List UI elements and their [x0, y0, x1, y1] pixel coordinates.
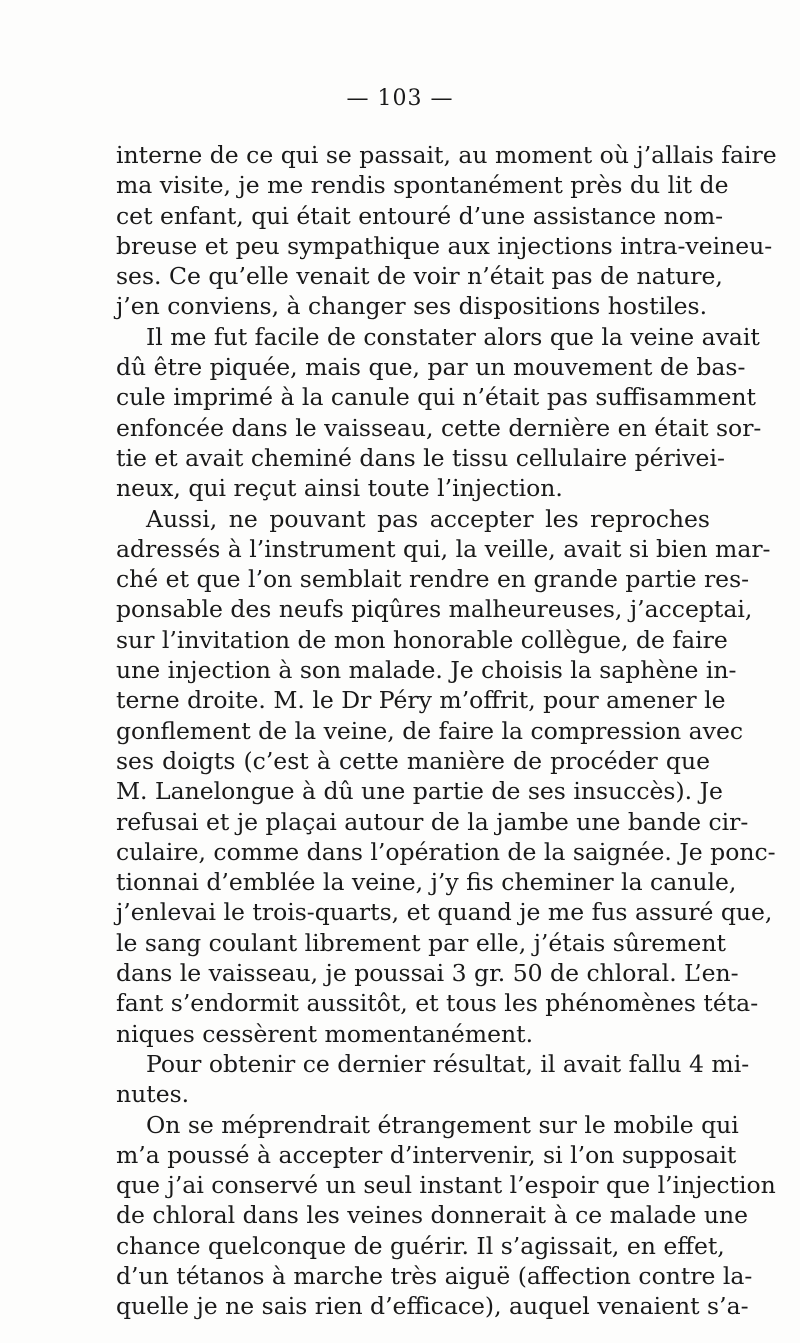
- text-line: dans le vaisseau, je poussai 3 gr. 50 de chloral. L’en-: [116, 959, 739, 988]
- text-line: j’enlevai le trois-quarts, et quand je me fus assuré que,: [116, 898, 773, 927]
- text-line: M. Lanelongue à dû une partie de ses insuccès). Je: [116, 777, 723, 806]
- text-line: d’un tétanos à marche très aiguë (affection contre la-: [116, 1261, 753, 1290]
- text-line: ses. Ce qu’elle venait de voir n’était pas de nature,: [116, 262, 723, 291]
- text-line: tionnai d’emblée la veine, j’y fis cheminer la canule,: [116, 868, 737, 897]
- text-line: refusai et je plaçai autour de la jambe une bande cir-: [116, 807, 749, 836]
- text-line: ponsable des neufs piqûres malheureuses, j’acceptai,: [116, 595, 753, 624]
- text-line: que j’ai conservé un seul instant l’espoir que l’injection: [116, 1171, 776, 1200]
- body-text: [116, 140, 777, 1322]
- text-line: neux, qui reçut ainsi toute l’injection.: [116, 474, 563, 503]
- text-line: Aussi, ne pouvant pas accepter les reproches: [146, 504, 710, 533]
- text-line: cule imprimé à la canule qui n’était pas suffisamment: [116, 383, 756, 412]
- text-line: nutes.: [116, 1080, 190, 1109]
- text-line: On se méprendrait étrangement sur le mobile qui: [146, 1110, 739, 1139]
- text-line: de chloral dans les veines donnerait à ce malade une: [116, 1201, 749, 1230]
- text-line: niques cessèrent momentanément.: [116, 1019, 534, 1048]
- text-line: quelle je ne sais rien d’efficace), auquel venaient s’a-: [116, 1292, 749, 1321]
- text-line: breuse et peu sympathique aux injections intra-veineu-: [116, 231, 773, 260]
- text-line: sur l’invitation de mon honorable collègue, de faire: [116, 625, 728, 654]
- text-line: terne droite. M. le Dr Péry m’offrit, pour amener le: [116, 686, 726, 715]
- text-line: gonflement de la veine, de faire la compression avec: [116, 716, 744, 745]
- text-line: culaire, comme dans l’opération de la saignée. Je ponc-: [116, 837, 776, 866]
- page-number: — 103 —: [346, 86, 454, 111]
- text-line: dû être piquée, mais que, par un mouvement de bas-: [116, 353, 746, 382]
- text-line: m’a poussé à accepter d’intervenir, si l’on supposait: [116, 1140, 737, 1169]
- text-line: le sang coulant librement par elle, j’étais sûrement: [116, 928, 726, 957]
- text-line: ché et que l’on semblait rendre en grande partie res-: [116, 565, 750, 594]
- text-line: adressés à l’instrument qui, la veille, avait si bien mar-: [116, 534, 771, 563]
- text-line: ses doigts (c’est à cette manière de procéder que: [116, 746, 710, 775]
- text-line: cet enfant, qui était entouré d’une assistance nom-: [116, 201, 724, 230]
- text-line: une injection à son malade. Je choisis la saphène in-: [116, 656, 737, 685]
- text-line: fant s’endormit aussitôt, et tous les phénomènes téta-: [116, 989, 759, 1018]
- text-line: interne de ce qui se passait, au moment où j’allais faire: [116, 141, 777, 169]
- text-line: ma visite, je me rendis spontanément près du lit de: [116, 171, 729, 200]
- text-line: Il me fut facile de constater alors que la veine avait: [146, 322, 760, 351]
- text-line: Pour obtenir ce dernier résultat, il avait fallu 4 mi-: [146, 1049, 750, 1078]
- text-line: j’en conviens, à changer ses dispositions hostiles.: [116, 292, 708, 321]
- text-line: tie et avait cheminé dans le tissu cellulaire périvei-: [116, 443, 725, 472]
- text-line: enfoncée dans le vaisseau, cette dernière en était sor-: [116, 413, 762, 442]
- text-line: chance quelconque de guérir. Il s’agissait, en effet,: [116, 1231, 725, 1260]
